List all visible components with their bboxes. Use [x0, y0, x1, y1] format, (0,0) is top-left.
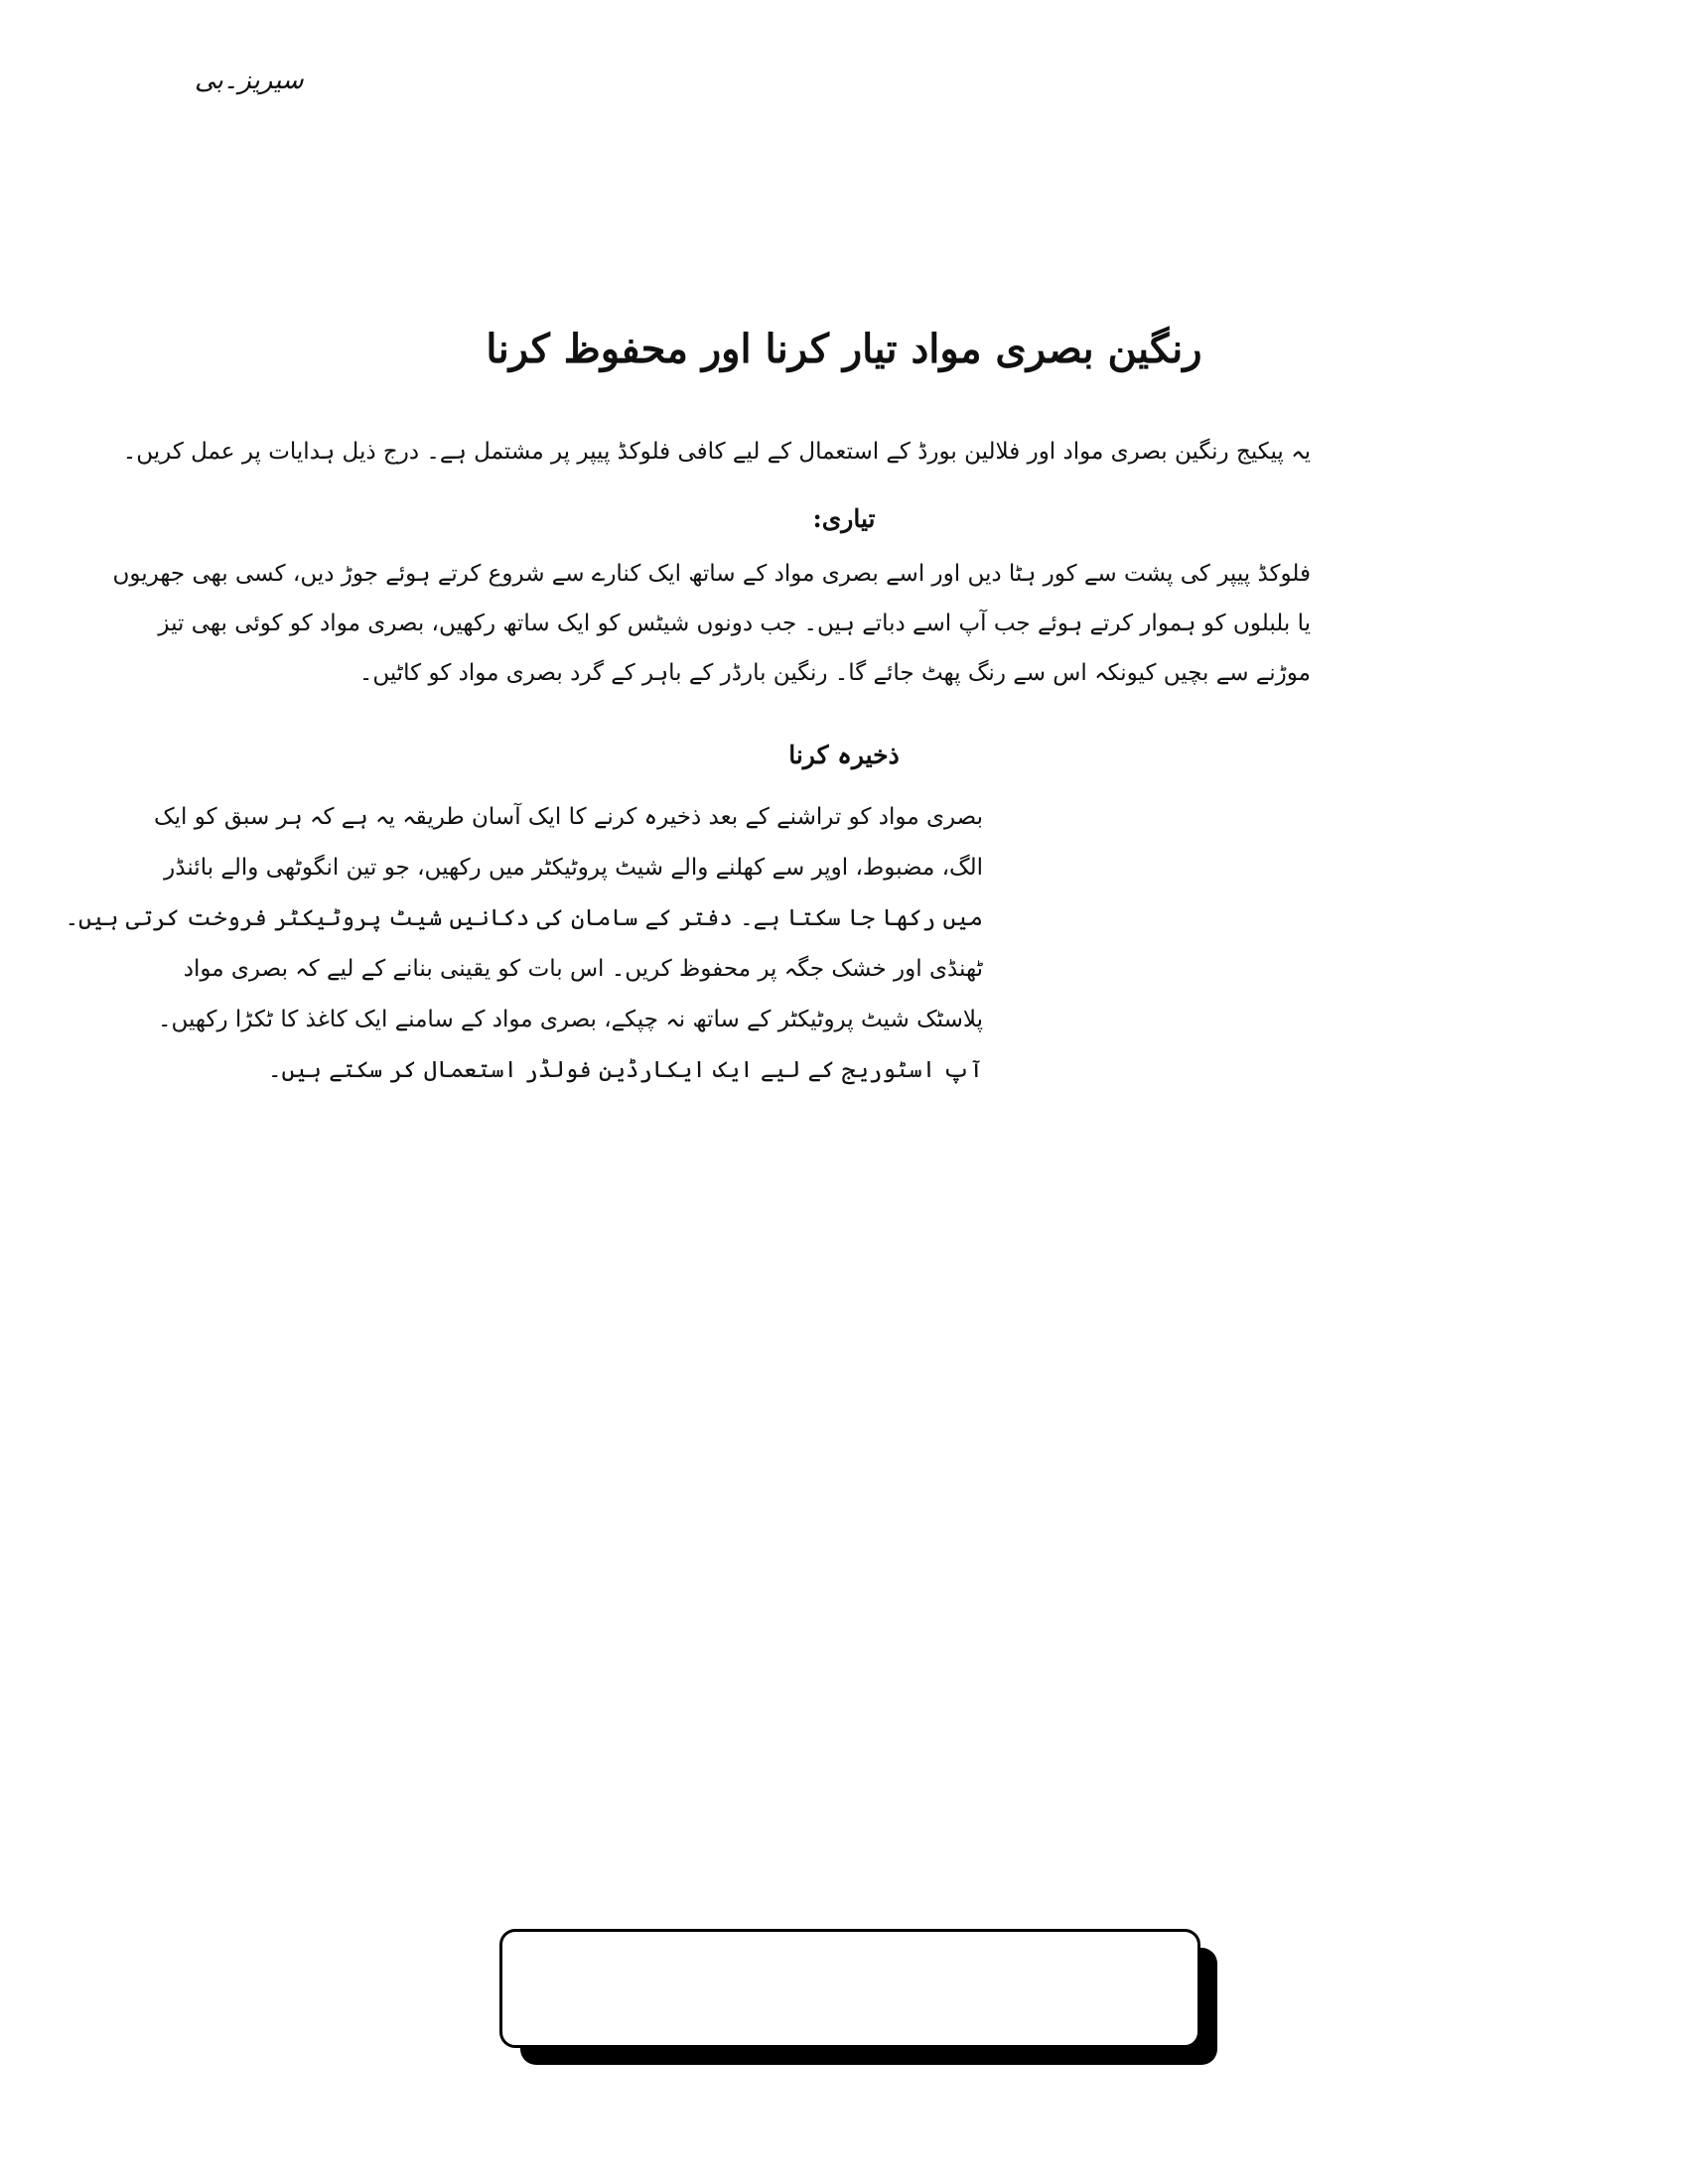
preparation-paragraph	[112, 549, 1311, 698]
preparation-line: یا بلبلوں کو ہموار کرتے ہوئے جب آپ اسے دباتے ہیں۔ جب دونوں شیٹس کو ایک ساتھ رکھیں، بصری مواد کو کوئی بھی تیز	[158, 611, 1311, 636]
preparation-line: فلوکڈ پیپر کی پشت سے کور ہٹا دیں اور اسے بصری مواد کے ساتھ ایک کنارے سے شروع کرتے ہوئے جوڑ دیں، کسی بھی جھریوں	[112, 561, 1311, 587]
page-title: رنگین بصری مواد تیار کرنا اور محفوظ کرنا	[486, 326, 1202, 372]
storage-line: میں رکھا جا سکتا ہے۔ دفتر کے سامان کی دکانیں شیٹ پروٹیکٹر فروخت کرتی ہیں۔	[65, 905, 983, 931]
storage-line: ٹھنڈی اور خشک جگہ پر محفوظ کریں۔ اس بات کو یقینی بنانے کے لیے کہ بصری مواد	[183, 956, 983, 982]
storage-heading: ذخیرہ کرنا	[788, 741, 900, 769]
preparation-line: موڑنے سے بچیں کیونکہ اس سے رنگ پھٹ جائے گا۔ رنگین بارڈر کے باہر کے گرد بصری مواد کو کاٹیں۔	[358, 660, 1311, 686]
storage-line: الگ، مضبوط، اوپر سے کھلنے والے شیٹ پروٹیکٹر میں رکھیں، جو تین انگوٹھی والے بائنڈر	[164, 855, 983, 881]
label-box	[499, 1929, 1200, 2048]
intro-paragraph: یہ پیکیج رنگین بصری مواد اور فلالین بورڈ کے استعمال کے لیے کافی فلوکڈ پیپر پر مشتمل ہے۔ درج ذیل ہدایات پر عمل کریں۔	[122, 439, 1311, 465]
storage-line: بصری مواد کو تراشنے کے بعد ذخیرہ کرنے کا ایک آسان طریقہ یہ ہے کہ ہر سبق کو ایک	[154, 804, 983, 830]
storage-line: پلاسٹک شیٹ پروٹیکٹر کے ساتھ نہ چپکے، بصری مواد کے سامنے ایک کاغذ کا ٹکڑا رکھیں۔	[157, 1007, 983, 1032]
storage-line: آپ اسٹوریج کے لیے ایک ایکارڈین فولڈر استعمال کر سکتے ہیں۔	[268, 1057, 983, 1083]
series-label: سیریز۔بی	[195, 66, 304, 95]
storage-paragraph	[65, 792, 983, 1096]
preparation-heading: تیاری:	[812, 504, 876, 533]
